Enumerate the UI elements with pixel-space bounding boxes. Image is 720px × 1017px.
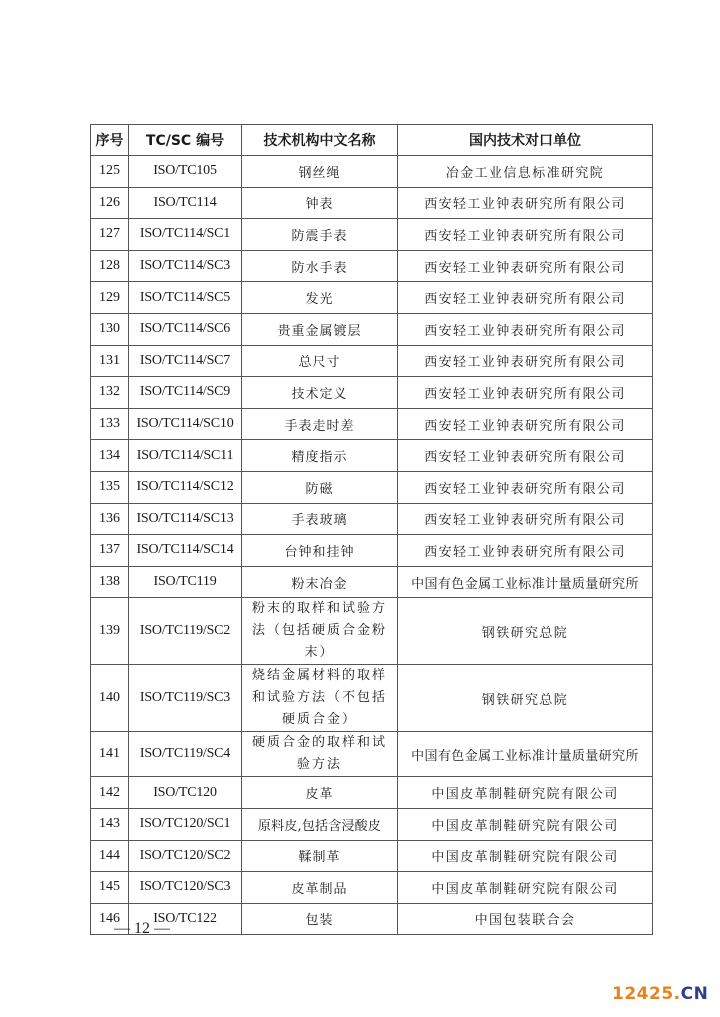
row-number: 132 bbox=[91, 377, 129, 409]
row-number: 144 bbox=[91, 840, 129, 872]
row-number: 130 bbox=[91, 313, 129, 345]
row-number: 134 bbox=[91, 440, 129, 472]
site-watermark-logo bbox=[612, 984, 708, 1004]
row-code: ISO/TC114/SC3 bbox=[129, 250, 242, 282]
row-code: ISO/TC114/SC5 bbox=[129, 282, 242, 314]
row-unit: 冶金工业信息标准研究院 bbox=[398, 156, 653, 188]
row-name: 鞣制革 bbox=[242, 840, 398, 872]
row-name: 贵重金属镀层 bbox=[242, 313, 398, 345]
row-number: 129 bbox=[91, 282, 129, 314]
row-code: ISO/TC120/SC1 bbox=[129, 808, 242, 840]
row-number: 142 bbox=[91, 777, 129, 809]
row-number: 141 bbox=[91, 732, 129, 777]
row-code: ISO/TC114/SC14 bbox=[129, 535, 242, 567]
row-unit: 钢铁研究总院 bbox=[398, 598, 653, 665]
row-unit: 西安轻工业钟表研究所有限公司 bbox=[398, 471, 653, 503]
row-code: ISO/TC119/SC3 bbox=[129, 665, 242, 732]
row-number: 145 bbox=[91, 872, 129, 904]
row-unit: 西安轻工业钟表研究所有限公司 bbox=[398, 187, 653, 219]
row-number: 125 bbox=[91, 156, 129, 188]
row-code: ISO/TC114/SC9 bbox=[129, 377, 242, 409]
table-row bbox=[91, 345, 653, 377]
row-name: 发光 bbox=[242, 282, 398, 314]
row-name: 防震手表 bbox=[242, 219, 398, 251]
row-name: 台钟和挂钟 bbox=[242, 535, 398, 567]
header-serial-number: 序号 bbox=[91, 125, 129, 156]
row-number: 138 bbox=[91, 566, 129, 598]
row-unit: 中国皮革制鞋研究院有限公司 bbox=[398, 872, 653, 904]
row-name: 手表走时差 bbox=[242, 408, 398, 440]
watermark-digits: 12425 bbox=[612, 984, 674, 1004]
table-row bbox=[91, 440, 653, 472]
row-code: ISO/TC120/SC2 bbox=[129, 840, 242, 872]
row-name: 总尺寸 bbox=[242, 345, 398, 377]
row-code: ISO/TC105 bbox=[129, 156, 242, 188]
table-row bbox=[91, 471, 653, 503]
row-number: 143 bbox=[91, 808, 129, 840]
row-name: 皮革制品 bbox=[242, 872, 398, 904]
row-unit: 中国有色金属工业标准计量质量研究所 bbox=[398, 732, 653, 777]
row-code: ISO/TC119/SC4 bbox=[129, 732, 242, 777]
row-name: 粉末的取样和试验方法（包括硬质合金粉末） bbox=[242, 598, 398, 665]
row-unit: 西安轻工业钟表研究所有限公司 bbox=[398, 377, 653, 409]
watermark-tld: CN bbox=[680, 984, 709, 1004]
row-name: 硬质合金的取样和试验方法 bbox=[242, 732, 398, 777]
row-name: 原料皮,包括含浸酸皮 bbox=[242, 808, 398, 840]
table-header-row bbox=[91, 125, 653, 156]
row-unit: 西安轻工业钟表研究所有限公司 bbox=[398, 440, 653, 472]
row-code: ISO/TC119/SC2 bbox=[129, 598, 242, 665]
row-unit: 中国有色金属工业标准计量质量研究所 bbox=[398, 566, 653, 598]
row-unit: 西安轻工业钟表研究所有限公司 bbox=[398, 219, 653, 251]
row-code: ISO/TC120 bbox=[129, 777, 242, 809]
row-name: 精度指示 bbox=[242, 440, 398, 472]
row-unit: 西安轻工业钟表研究所有限公司 bbox=[398, 345, 653, 377]
row-code: ISO/TC114/SC1 bbox=[129, 219, 242, 251]
row-unit: 中国皮革制鞋研究院有限公司 bbox=[398, 777, 653, 809]
row-name: 防磁 bbox=[242, 471, 398, 503]
table-row bbox=[91, 313, 653, 345]
row-unit: 西安轻工业钟表研究所有限公司 bbox=[398, 313, 653, 345]
row-name: 钟表 bbox=[242, 187, 398, 219]
row-code: ISO/TC114/SC11 bbox=[129, 440, 242, 472]
table-row bbox=[91, 598, 653, 665]
table-row bbox=[91, 282, 653, 314]
table-row bbox=[91, 250, 653, 282]
row-code: ISO/TC114 bbox=[129, 187, 242, 219]
row-name: 手表玻璃 bbox=[242, 503, 398, 535]
row-number: 139 bbox=[91, 598, 129, 665]
row-unit: 中国皮革制鞋研究院有限公司 bbox=[398, 840, 653, 872]
header-chinese-name: 技术机构中文名称 bbox=[242, 125, 398, 156]
row-code: ISO/TC114/SC6 bbox=[129, 313, 242, 345]
row-code: ISO/TC119 bbox=[129, 566, 242, 598]
table-row bbox=[91, 665, 653, 732]
row-unit: 西安轻工业钟表研究所有限公司 bbox=[398, 282, 653, 314]
row-code: ISO/TC114/SC12 bbox=[129, 471, 242, 503]
table-row bbox=[91, 808, 653, 840]
table-row bbox=[91, 535, 653, 567]
row-name: 钢丝绳 bbox=[242, 156, 398, 188]
watermark-dot: . bbox=[673, 984, 681, 1004]
row-name: 烧结金属材料的取样和试验方法（不包括硬质合金） bbox=[242, 665, 398, 732]
row-number: 146 bbox=[91, 903, 129, 935]
table-row bbox=[91, 872, 653, 904]
row-number: 136 bbox=[91, 503, 129, 535]
row-unit: 中国包装联合会 bbox=[398, 903, 653, 935]
table-row bbox=[91, 732, 653, 777]
row-name: 技术定义 bbox=[242, 377, 398, 409]
row-code: ISO/TC122 bbox=[129, 903, 242, 935]
row-name: 防水手表 bbox=[242, 250, 398, 282]
table-row bbox=[91, 903, 653, 935]
row-number: 137 bbox=[91, 535, 129, 567]
row-unit: 西安轻工业钟表研究所有限公司 bbox=[398, 408, 653, 440]
table-row bbox=[91, 566, 653, 598]
row-code: ISO/TC114/SC13 bbox=[129, 503, 242, 535]
row-unit: 西安轻工业钟表研究所有限公司 bbox=[398, 250, 653, 282]
iso-committee-table bbox=[90, 124, 653, 935]
row-code: ISO/TC114/SC10 bbox=[129, 408, 242, 440]
row-number: 131 bbox=[91, 345, 129, 377]
row-number: 126 bbox=[91, 187, 129, 219]
table-row bbox=[91, 156, 653, 188]
table-row bbox=[91, 187, 653, 219]
table-row bbox=[91, 377, 653, 409]
table-row bbox=[91, 840, 653, 872]
row-name: 皮革 bbox=[242, 777, 398, 809]
row-number: 133 bbox=[91, 408, 129, 440]
row-name: 粉末冶金 bbox=[242, 566, 398, 598]
row-number: 135 bbox=[91, 471, 129, 503]
row-unit: 西安轻工业钟表研究所有限公司 bbox=[398, 503, 653, 535]
row-number: 140 bbox=[91, 665, 129, 732]
row-name: 包装 bbox=[242, 903, 398, 935]
table-row bbox=[91, 219, 653, 251]
row-number: 128 bbox=[91, 250, 129, 282]
row-unit: 钢铁研究总院 bbox=[398, 665, 653, 732]
row-unit: 中国皮革制鞋研究院有限公司 bbox=[398, 808, 653, 840]
row-unit: 西安轻工业钟表研究所有限公司 bbox=[398, 535, 653, 567]
header-tc-sc-code: TC/SC 编号 bbox=[129, 125, 242, 156]
page-number: — 12 — bbox=[114, 920, 170, 937]
table-row bbox=[91, 503, 653, 535]
row-code: ISO/TC114/SC7 bbox=[129, 345, 242, 377]
table-row bbox=[91, 777, 653, 809]
row-number: 127 bbox=[91, 219, 129, 251]
table-row bbox=[91, 408, 653, 440]
row-code: ISO/TC120/SC3 bbox=[129, 872, 242, 904]
header-domestic-unit: 国内技术对口单位 bbox=[398, 125, 653, 156]
